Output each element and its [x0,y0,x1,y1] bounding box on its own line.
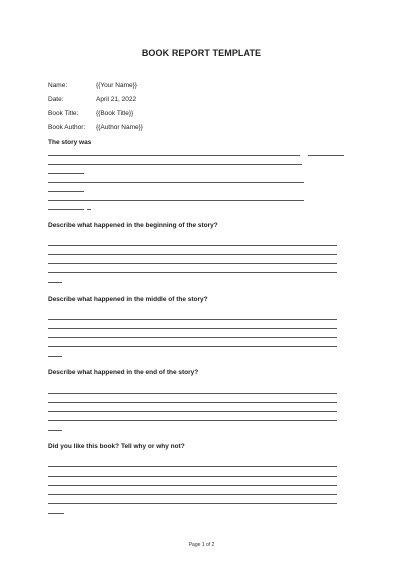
answer-line[interactable] [48,466,337,467]
book-title-label: Book Title: [48,110,79,117]
answer-line[interactable] [48,420,337,421]
answer-line[interactable] [87,209,91,210]
answer-line[interactable] [48,245,337,246]
answer-line[interactable] [48,402,337,403]
answer-line[interactable] [48,272,337,273]
book-author-label: Book Author: [48,124,86,131]
answer-line[interactable] [48,476,337,477]
page-title: BOOK REPORT TEMPLATE [141,48,262,58]
answer-line[interactable] [48,494,337,495]
answer-line[interactable] [48,173,84,174]
answer-line[interactable] [48,155,300,156]
answer-line[interactable] [48,485,337,486]
name-label: Name: [48,82,68,89]
answer-line[interactable] [48,503,337,504]
beginning-heading: Describe what happened in the beginning of the story? [48,222,218,229]
date-value: April 21, 2022 [96,96,137,103]
answer-line[interactable] [48,200,304,201]
answer-line[interactable] [48,328,337,329]
answer-line[interactable] [48,393,337,394]
end-heading: Describe what happened in the end of the story? [48,369,199,376]
answer-line[interactable] [48,356,62,357]
answer-line[interactable] [48,191,84,192]
answer-line[interactable] [48,254,337,255]
answer-line[interactable] [48,411,337,412]
answer-line[interactable] [308,155,344,156]
middle-heading: Describe what happened in the middle of the story? [48,296,208,303]
answer-line[interactable] [48,182,304,183]
answer-line[interactable] [48,282,62,283]
answer-line[interactable] [48,209,84,210]
story-heading: The story was [48,139,92,146]
name-value: {{Your Name}} [96,82,137,89]
answer-line[interactable] [48,263,337,264]
opinion-heading: Did you like this book? Tell why or why not? [48,443,185,450]
answer-line[interactable] [48,513,64,514]
answer-line[interactable] [48,337,337,338]
answer-line[interactable] [48,346,337,347]
date-label: Date: [48,96,64,103]
answer-line[interactable] [48,319,337,320]
book-title-value: {{Book Title}} [96,110,134,117]
book-author-value: {{Author Name}} [96,124,143,131]
page-number: Page 1 of 2 [188,542,215,548]
answer-line[interactable] [48,430,62,431]
answer-line[interactable] [48,164,302,165]
